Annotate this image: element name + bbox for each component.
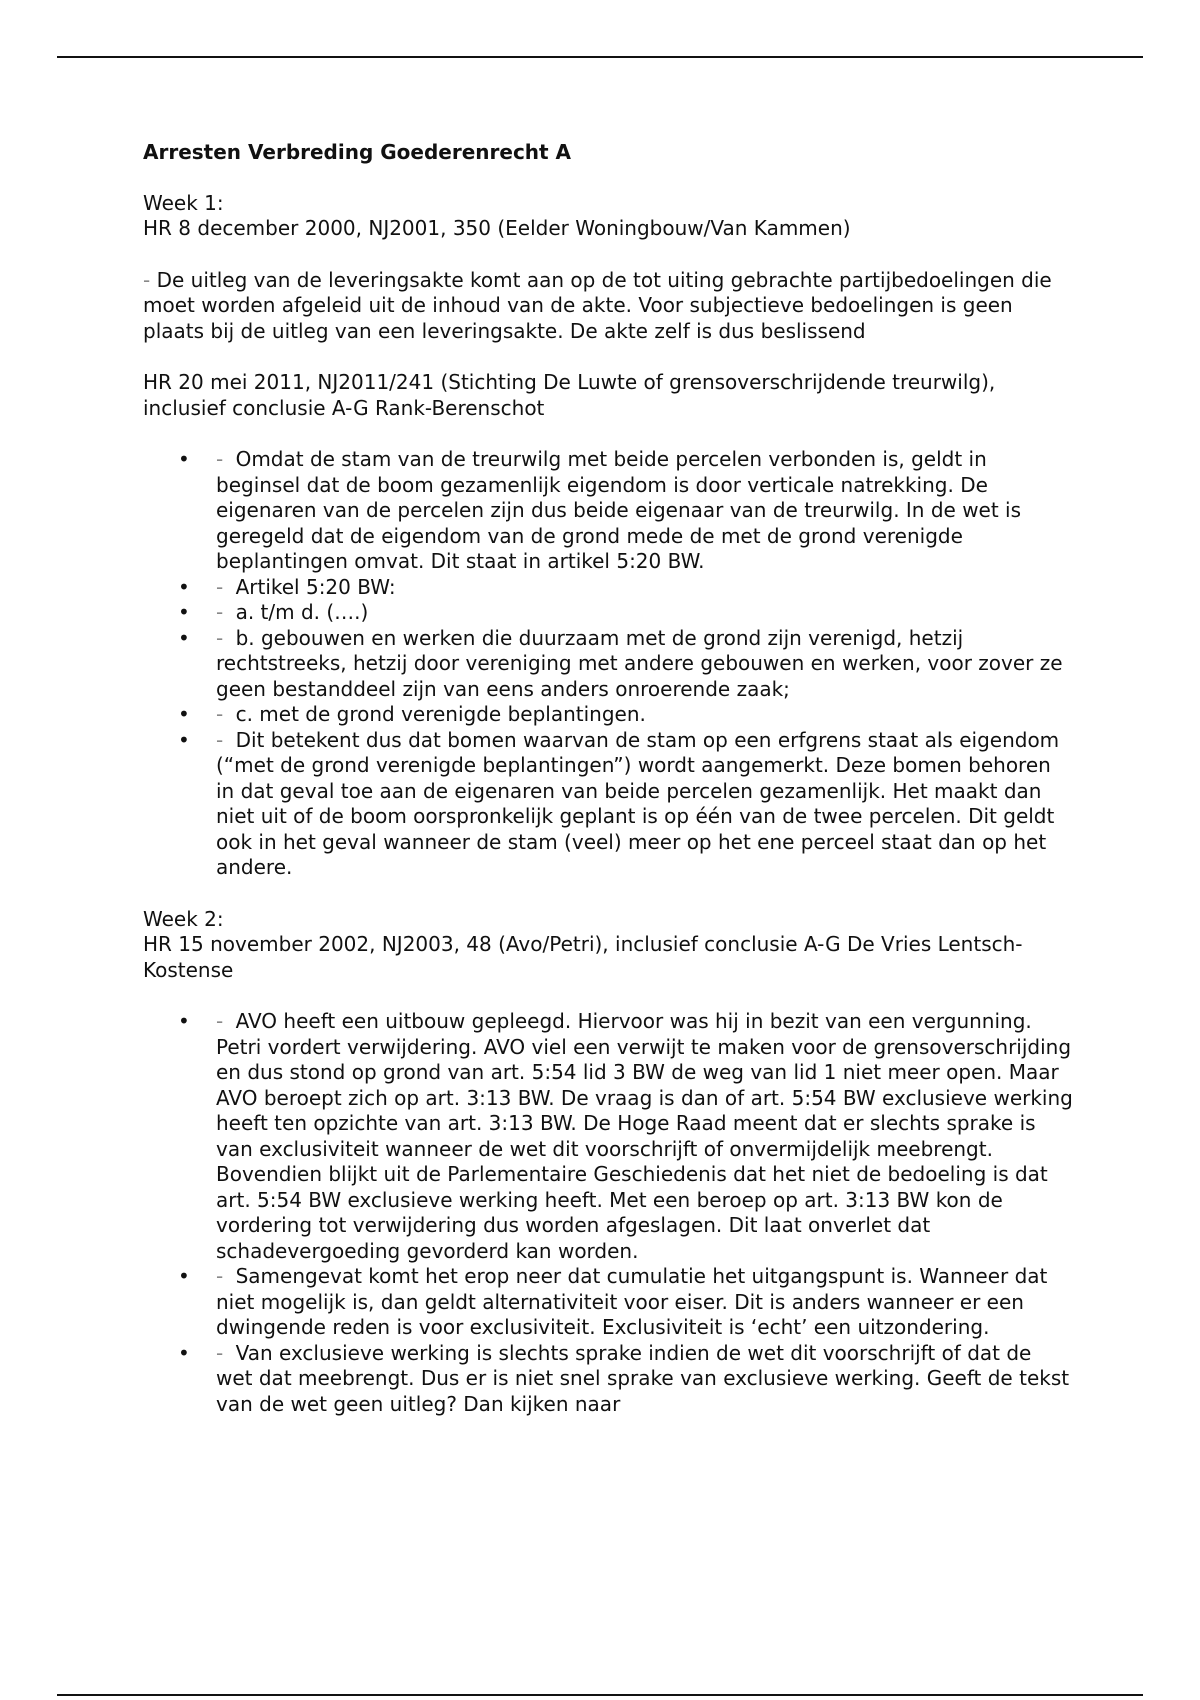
list-item-text: c. met de grond verenigde beplantingen. <box>235 702 646 726</box>
bullet-list-luwte <box>143 447 1073 881</box>
list-item-text: Artikel 5:20 BW: <box>235 574 396 599</box>
case-citation-eelder: HR 8 december 2000, NJ2001, 350 (Eelder Woningbouw/Van Kammen) <box>143 216 851 240</box>
dash-mark: - <box>143 267 151 292</box>
list-item-text: Dit betekent dus dat bomen waarvan de stam op een erfgrens staat als eigendom (“met de grond verenigde beplantingen”) wordt aangemerkt. Deze bomen behoren in dat geval toe aan de eigenaren van beide percelen gezamenlijk. Het maakt dan niet uit of de boom oorspronkelijk geplant is op één van de twee percelen. Dit geldt ook in het geval wanneer de stam (veel) meer op het ene perceel staat dan op het andere. <box>216 727 1060 879</box>
bullet-icon: • <box>178 600 190 624</box>
case-citation-luwte: HR 20 mei 2011, NJ2011/241 (Stichting De Luwte of grensoverschrijdende treurwilg), inclusief conclusie A-G Rank-Berenschot <box>143 370 996 420</box>
list-item-text: a. t/m d. (….) <box>235 600 369 624</box>
list-item-text: Van exclusieve werking is slechts sprake indien de wet dit voorschrijft of dat de wet dat meebrengt. Dus er is niet snel sprake van exclusieve werking. Geeft de tekst van de wet geen uitleg? Dan kijken naar <box>216 1340 1070 1416</box>
bullet-icon: • <box>178 727 190 752</box>
list-item <box>143 1264 1073 1341</box>
top-rule <box>57 56 1143 58</box>
list-item-text: Samengevat komt het erop neer dat cumulatie het uitgangspunt is. Wanneer dat niet mogelijk is, dan geldt alternativiteit voor eiser. Dit is anders wanneer er een dwingende reden is voor exclusiviteit. Exclusiviteit is ‘echt’ een uitzondering. <box>216 1264 1048 1339</box>
list-item <box>143 575 1073 601</box>
bullet-icon: • <box>178 447 190 471</box>
week-1-heading: Week 1: <box>143 190 224 215</box>
dash-mark: - <box>216 625 224 650</box>
list-item-text: b. gebouwen en werken die duurzaam met de grond zijn verenigd, hetzij rechtstreeks, hetzij door vereniging met andere gebouwen en werken, voor zover ze geen bestanddeel zijn van eens anders onroerende zaak; <box>216 625 1063 701</box>
list-item <box>143 702 1073 728</box>
dash-mark: - <box>216 727 224 752</box>
list-item <box>143 728 1073 881</box>
list-item <box>143 1009 1073 1264</box>
dash-mark: - <box>216 600 224 624</box>
dash-mark: - <box>216 1009 224 1033</box>
dash-mark: - <box>216 447 224 471</box>
list-item <box>143 626 1073 703</box>
bullet-icon: • <box>178 1009 190 1033</box>
list-item <box>143 600 1073 626</box>
bullet-icon: • <box>178 702 190 726</box>
bottom-rule <box>57 1694 1143 1696</box>
list-item <box>143 1341 1073 1418</box>
bullet-icon: • <box>178 1340 190 1365</box>
dash-mark: - <box>216 574 224 599</box>
case-citation-avo-petri: HR 15 november 2002, NJ2003, 48 (Avo/Petri), inclusief conclusie A-G De Vries Lentsch-Kostense <box>143 932 1023 982</box>
dash-mark: - <box>216 1340 224 1365</box>
bullet-icon: • <box>178 1264 190 1288</box>
week-2-heading: Week 2: <box>143 906 224 931</box>
dash-mark: - <box>216 702 224 726</box>
document-body <box>143 140 1073 1417</box>
bullet-icon: • <box>178 625 190 650</box>
bullet-icon: • <box>178 574 190 599</box>
list-item-text: AVO heeft een uitbouw gepleegd. Hiervoor was hij in bezit van een vergunning. Petri vordert verwijdering. AVO viel een verwijt te maken voor de grensoverschrijding en dus stond op grond van art. 5:54 lid 3 BW de weg van lid 1 niet meer open. Maar AVO beroept zich op art. 3:13 BW. De vraag is dan of art. 5:54 BW exclusieve werking heeft ten opzichte van art. 3:13 BW. De Hoge Raad meent dat er slechts sprake is van exclusiviteit wanneer de wet dit voorschrijft of onvermijdelijk meebrengt. Bovendien blijkt uit de Parlementaire Geschiedenis dat het niet de bedoeling is dat art. 5:54 BW exclusieve werking heeft. Met een beroep op art. 3:13 BW kon de vordering tot verwijdering dus worden afgeslagen. Dit laat onverlet dat schadevergoeding gevorderd kan worden. <box>216 1009 1073 1263</box>
list-item <box>143 447 1073 575</box>
bullet-list-avo-petri <box>143 1009 1073 1417</box>
list-item-text: Omdat de stam van de treurwilg met beide percelen verbonden is, geldt in beginsel dat de boom gezamenlijk eigendom is door verticale natrekking. De eigenaren van de percelen zijn dus beide eigenaar van de treurwilg. In de wet is geregeld dat de eigendom van de grond mede de met de grond verenigde beplantingen omvat. Dit staat in artikel 5:20 BW. <box>216 447 1022 573</box>
case-summary-eelder <box>143 268 1073 345</box>
dash-mark: - <box>216 1264 224 1288</box>
document-title: Arresten Verbreding Goederenrecht A <box>143 140 572 164</box>
summary-text: De uitleg van de leveringsakte komt aan op de tot uiting gebrachte partijbedoelingen die moet worden afgeleid uit de inhoud van de akte. Voor subjectieve bedoelingen is geen plaats bij de uitleg van een leveringsakte. De akte zelf is dus beslissend <box>143 267 1052 343</box>
